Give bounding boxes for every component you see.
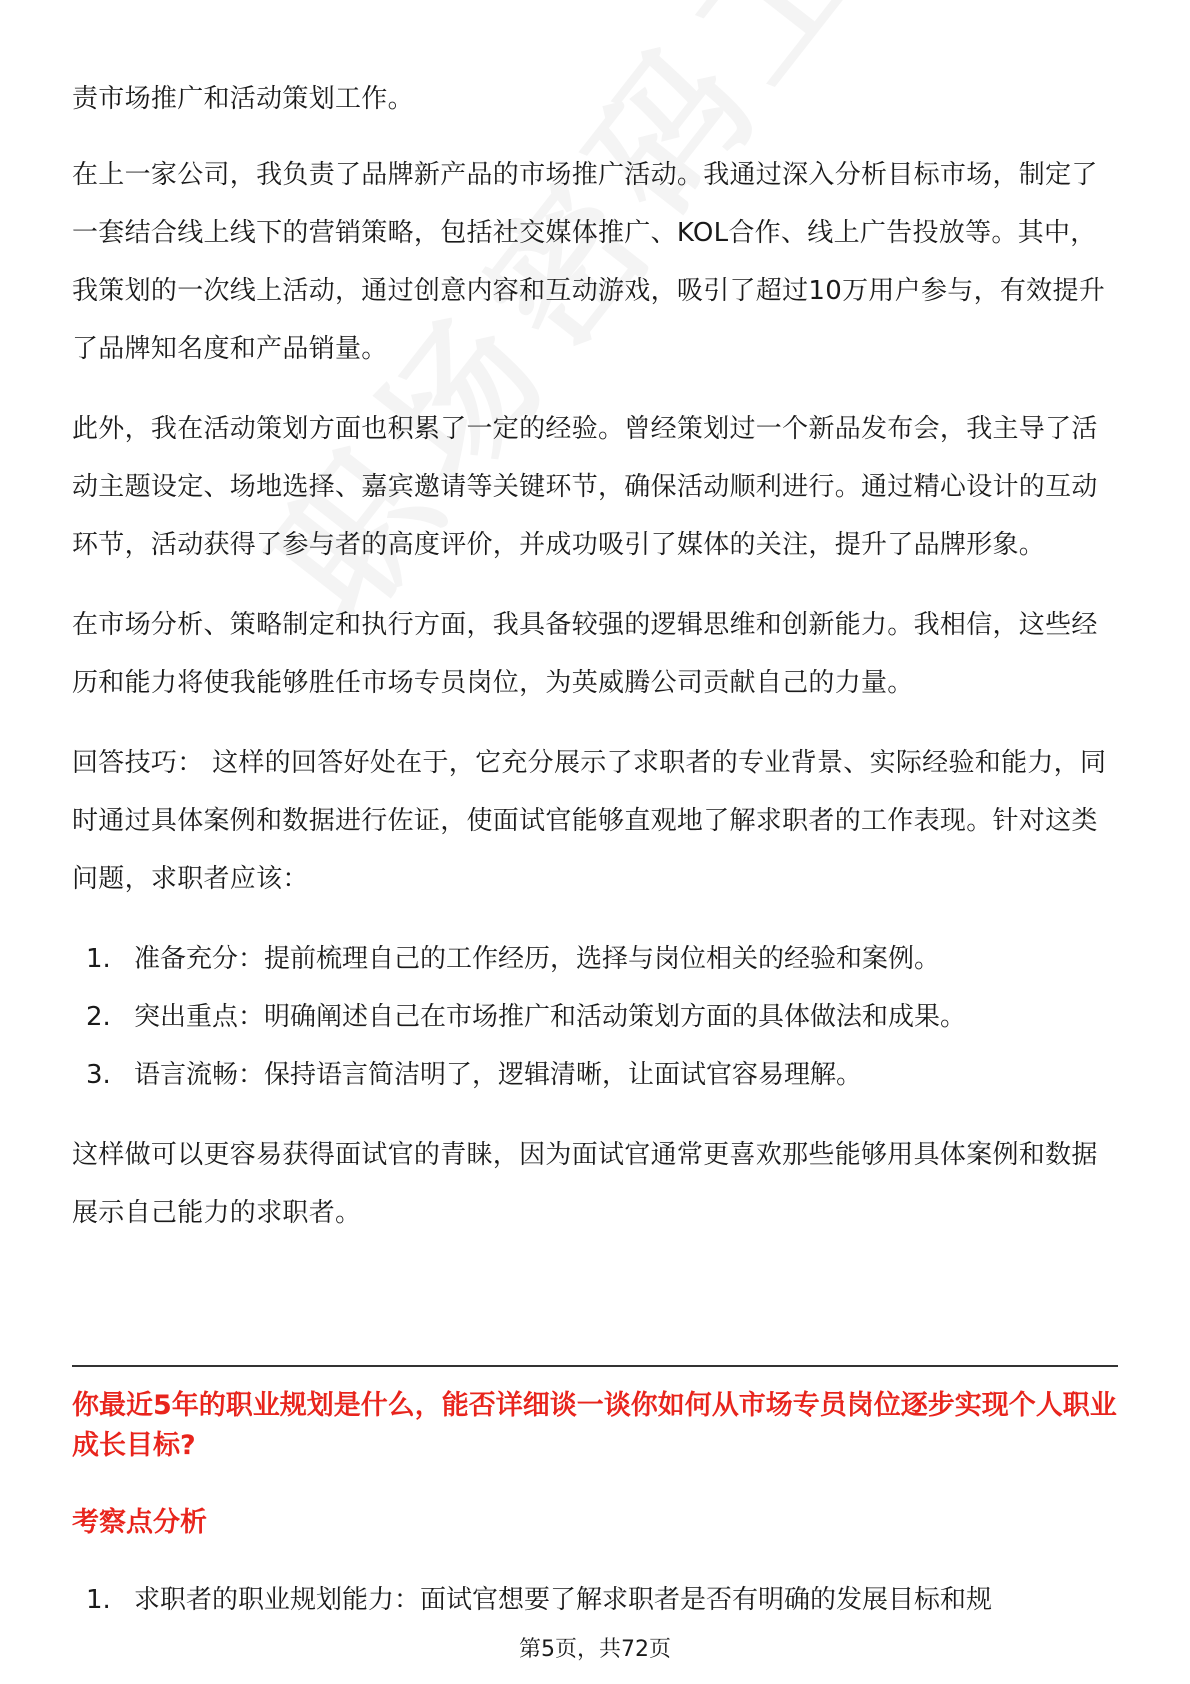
section-divider bbox=[72, 1365, 1118, 1367]
paragraph-answer-tips: 回答技巧： 这样的回答好处在于，它充分展示了求职者的专业背景、实际经验和能力，同时通过具体案例和数据进行佐证，使面试官能够直观地了解求职者的工作表现。针对这类问题，求职者应该： bbox=[72, 748, 1107, 894]
list-text: 语言流畅：保持语言简洁明了，逻辑清晰，让面试官容易理解。 bbox=[134, 1060, 863, 1090]
paragraph-abilities: 在市场分析、策略制定和执行方面，我具备较强的逻辑思维和创新能力。我相信，这些经历和能力将使我能够胜任市场专员岗位，为英威腾公司贡献自己的力量。 bbox=[72, 610, 1098, 698]
list-number: 1. bbox=[86, 944, 111, 974]
paragraph-conclusion: 这样做可以更容易获得面试官的青睐，因为面试官通常更喜欢那些能够用具体案例和数据展示自己能力的求职者。 bbox=[72, 1140, 1098, 1228]
list-text: 求职者的职业规划能力：面试官想要了解求职者是否有明确的发展目标和规 bbox=[134, 1585, 993, 1615]
page-footer: 第5页，共72页 bbox=[519, 1637, 671, 1662]
list-number: 2. bbox=[86, 1002, 111, 1032]
section-title-analysis: 考察点分析 bbox=[72, 1507, 207, 1538]
list-text: 准备充分：提前梳理自己的工作经历，选择与岗位相关的经验和案例。 bbox=[134, 944, 941, 974]
list-item bbox=[72, 988, 1118, 1046]
paragraph-intro: 责市场推广和活动策划工作。 bbox=[72, 84, 414, 114]
paragraph-marketing-experience: 在上一家公司，我负责了品牌新产品的市场推广活动。我通过深入分析目标市场，制定了一套结合线上线下的营销策略，包括社交媒体推广、KOL合作、线上广告投放等。其中，我策划的一次线上活动，通过创意内容和互动游戏，吸引了超过10万用户参与，有效提升了品牌知名度和产品销量。 bbox=[72, 160, 1106, 364]
document-body bbox=[72, 70, 1118, 1264]
list-number: 3. bbox=[86, 1060, 111, 1090]
tips-list bbox=[72, 930, 1118, 1104]
interview-question: 你最近5年的职业规划是什么，能否详细谈一谈你如何从市场专员岗位逐步实现个人职业成长目标? bbox=[72, 1390, 1117, 1461]
list-text: 突出重点：明确阐述自己在市场推广和活动策划方面的具体做法和成果。 bbox=[134, 1002, 967, 1032]
list-item bbox=[72, 1046, 1118, 1104]
paragraph-event-planning: 此外，我在活动策划方面也积累了一定的经验。曾经策划过一个新品发布会，我主导了活动主题设定、场地选择、嘉宾邀请等关键环节，确保活动顺利进行。通过精心设计的互动环节，活动获得了参与者的高度评价，并成功吸引了媒体的关注，提升了品牌形象。 bbox=[72, 414, 1098, 560]
list-number: 1. bbox=[86, 1585, 111, 1615]
list-item bbox=[72, 1580, 1118, 1620]
analysis-list bbox=[72, 1580, 1118, 1620]
list-item bbox=[72, 930, 1118, 988]
